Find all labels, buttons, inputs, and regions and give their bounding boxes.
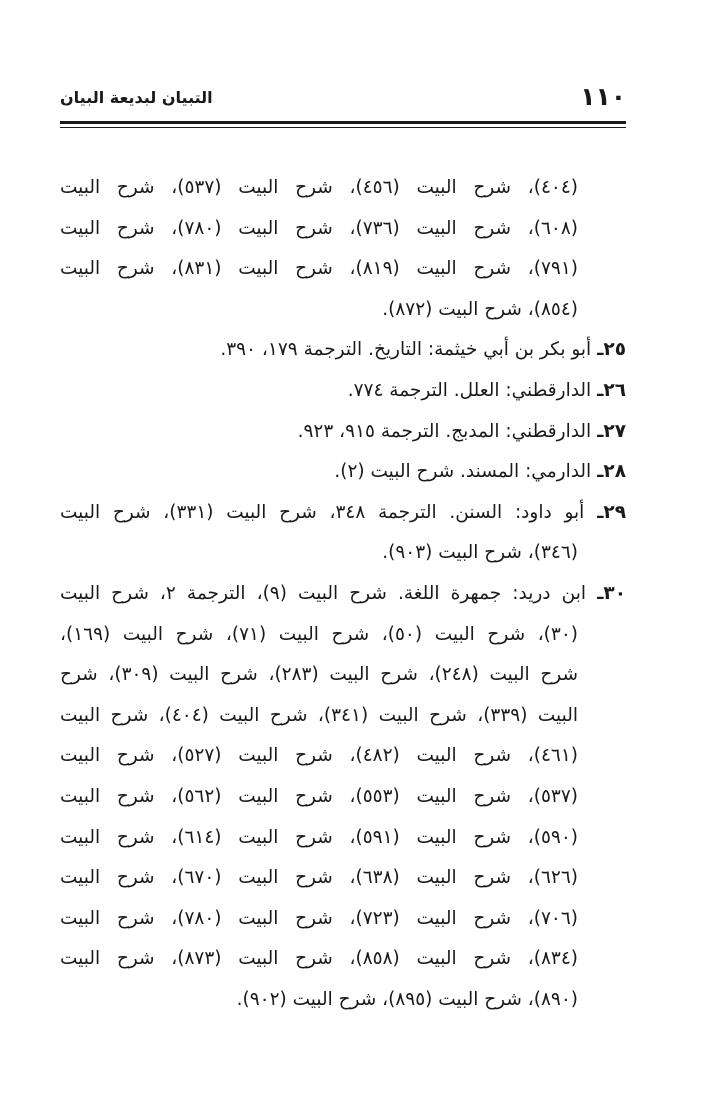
entry-line: (٤٠٤)، شرح البيت (٤٥٦)، شرح البيت (٥٣٧)، شرح البيت [60, 177, 578, 198]
entry-line: (٦٠٨)، شرح البيت (٧٣٦)، شرح البيت (٧٨٠)، شرح البيت [60, 217, 578, 239]
entry-line [60, 330, 626, 371]
entry-line: (٨٥٤)، شرح البيت (٨٧٢). [382, 298, 578, 320]
index-entry-24-continuation [60, 168, 626, 330]
index-entry-26 [60, 371, 626, 412]
entry-number: ٢٥ـ [597, 339, 626, 361]
page-number: ١١٠ [580, 82, 626, 111]
running-header [60, 80, 626, 120]
entry-line [60, 371, 626, 412]
entry-number: ٢٨ـ [597, 461, 626, 483]
entry-text: الدارقطني: العلل. الترجمة ٧٧٤. [347, 379, 598, 401]
entry-line [60, 452, 626, 493]
entry-text: أبو داود: السنن. الترجمة ٣٤٨، شرح البيت (٣٣١)، شرح البيت [60, 501, 598, 523]
header-rule-thick [60, 121, 626, 124]
index-entry-25 [60, 330, 626, 371]
index-entry-27 [60, 412, 626, 453]
index-entry-28 [60, 452, 626, 493]
entry-line: (٨٣٤)، شرح البيت (٨٥٨)، شرح البيت (٨٧٣)، شرح البيت [60, 948, 578, 970]
entry-text: ابن دريد: جمهرة اللغة. شرح البيت (٩)، الترجمة ٢، شرح البيت [60, 582, 598, 604]
entry-line: (٦٢٦)، شرح البيت (٦٣٨)، شرح البيت (٦٧٠)، شرح البيت [60, 867, 578, 889]
entry-line [60, 412, 626, 453]
entry-line: (٥٩٠)، شرح البيت (٥٩١)، شرح البيت (٦١٤)، شرح البيت [60, 826, 578, 848]
entry-line: (٤٦١)، شرح البيت (٤٨٢)، شرح البيت (٥٢٧)، شرح البيت [60, 745, 578, 767]
running-title: التبيان لبديعة البيان [60, 88, 213, 107]
entry-line: (٧٩١)، شرح البيت (٨١٩)، شرح البيت (٨٣١)، شرح البيت [60, 258, 578, 280]
entry-text: الدارمي: المسند. شرح البيت (٢). [334, 461, 598, 483]
index-body [60, 168, 626, 1020]
entry-number: ٢٩ـ [597, 501, 626, 523]
header-rule-thin [60, 127, 626, 128]
entry-line: (٣٠)، شرح البيت (٥٠)، شرح البيت (٧١)، شرح البيت (١٦٩)، [60, 623, 578, 645]
entry-line: (٥٣٧)، شرح البيت (٥٥٣)، شرح البيت (٥٦٢)، شرح البيت [60, 785, 578, 807]
entry-line: (٧٠٦)، شرح البيت (٧٢٣)، شرح البيت (٧٨٠)، شرح البيت [60, 907, 578, 929]
entry-number: ٢٧ـ [597, 420, 626, 442]
entry-line [60, 574, 626, 615]
entry-number: ٣٠ـ [597, 582, 626, 604]
index-entry-30 [60, 574, 626, 1021]
entry-line: شرح البيت (٢٤٨)، شرح البيت (٢٨٣)، شرح البيت (٣٠٩)، شرح [60, 664, 578, 686]
index-entry-29 [60, 493, 626, 574]
entry-line: (٨٩٠)، شرح البيت (٨٩٥)، شرح البيت (٩٠٢). [236, 988, 578, 1010]
entry-line: (٣٤٦)، شرح البيت (٩٠٣). [382, 542, 578, 564]
entry-line: البيت (٣٣٩)، شرح البيت (٣٤١)، شرح البيت (٤٠٤)، شرح البيت [60, 704, 578, 726]
entry-line [60, 493, 626, 534]
entry-text: الدارقطني: المدبج. الترجمة ٩١٥، ٩٢٣. [297, 420, 598, 442]
entry-text: أبو بكر بن أبي خيثمة: التاريخ. الترجمة ١٧٩، ٣٩٠. [220, 339, 598, 361]
entry-number: ٢٦ـ [597, 379, 626, 401]
